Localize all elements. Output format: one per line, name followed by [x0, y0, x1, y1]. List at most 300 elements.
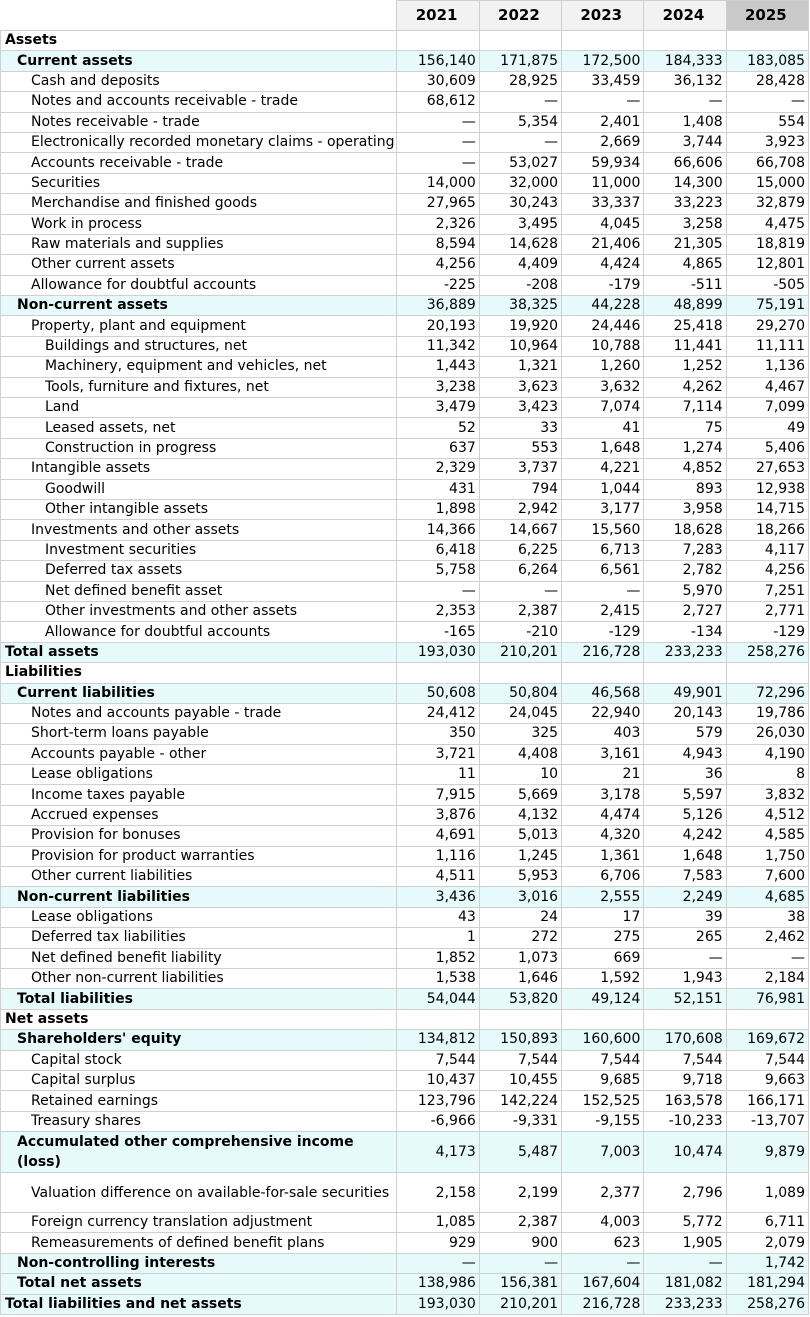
value-cell: 24,045: [479, 703, 561, 723]
value-cell: 1,116: [397, 846, 479, 866]
value-cell: 150,893: [479, 1030, 561, 1050]
year-header[interactable]: 2024: [644, 1, 726, 31]
value-cell: 3,016: [479, 887, 561, 907]
table-row: [1, 234, 809, 254]
value-cell: 10,964: [479, 336, 561, 356]
row-label: Buildings and structures, net: [1, 336, 397, 356]
table-row: [1, 744, 809, 764]
value-cell: 22,940: [562, 703, 644, 723]
value-cell: 3,623: [479, 377, 561, 397]
value-cell: 14,300: [644, 173, 726, 193]
row-label: Lease obligations: [1, 765, 397, 785]
value-cell: 2,199: [479, 1173, 561, 1213]
value-cell: 48,899: [644, 296, 726, 316]
value-cell: 14,715: [726, 499, 808, 519]
row-label: Income taxes payable: [1, 785, 397, 805]
table-row: [1, 499, 809, 519]
table-row: [1, 112, 809, 132]
value-cell: 3,238: [397, 377, 479, 397]
value-cell: 20,193: [397, 316, 479, 336]
value-cell: —: [479, 581, 561, 601]
value-cell: 1,321: [479, 357, 561, 377]
value-cell: 32,879: [726, 194, 808, 214]
value-cell: 2,079: [726, 1233, 808, 1253]
value-cell: 15,000: [726, 173, 808, 193]
row-label: Deferred tax assets: [1, 561, 397, 581]
value-cell: 1: [397, 928, 479, 948]
total-row: [1, 642, 809, 662]
value-cell: 3,178: [562, 785, 644, 805]
total-row: [1, 1274, 809, 1294]
row-label: Current liabilities: [1, 683, 397, 703]
value-cell: -129: [562, 622, 644, 642]
value-cell: 8,594: [397, 234, 479, 254]
value-cell: —: [726, 948, 808, 968]
value-cell: 3,958: [644, 499, 726, 519]
row-label: Liabilities: [1, 663, 397, 683]
value-cell: [726, 31, 808, 51]
value-cell: 138,986: [397, 1274, 479, 1294]
value-cell: 210,201: [479, 642, 561, 662]
value-cell: 5,013: [479, 826, 561, 846]
value-cell: [479, 1009, 561, 1029]
value-cell: 216,728: [562, 642, 644, 662]
value-cell: 72,296: [726, 683, 808, 703]
value-cell: 24,412: [397, 703, 479, 723]
value-cell: 1,136: [726, 357, 808, 377]
value-cell: 11,111: [726, 336, 808, 356]
value-cell: -129: [726, 622, 808, 642]
value-cell: 36,889: [397, 296, 479, 316]
value-cell: 1,898: [397, 499, 479, 519]
value-cell: 4,691: [397, 826, 479, 846]
row-label: Lease obligations: [1, 907, 397, 927]
value-cell: 5,953: [479, 867, 561, 887]
row-label: Non-controlling interests: [1, 1253, 397, 1273]
row-label: Investments and other assets: [1, 520, 397, 540]
value-cell: —: [397, 132, 479, 152]
value-cell: 3,436: [397, 887, 479, 907]
row-label: Provision for bonuses: [1, 826, 397, 846]
value-cell: 28,925: [479, 71, 561, 91]
row-label: Intangible assets: [1, 459, 397, 479]
value-cell: 38,325: [479, 296, 561, 316]
value-cell: 11,441: [644, 336, 726, 356]
value-cell: 193,030: [397, 1294, 479, 1314]
value-cell: 3,495: [479, 214, 561, 234]
value-cell: 75,191: [726, 296, 808, 316]
value-cell: 27,653: [726, 459, 808, 479]
row-label: Cash and deposits: [1, 71, 397, 91]
value-cell: 33,459: [562, 71, 644, 91]
value-cell: 4,221: [562, 459, 644, 479]
value-cell: 1,252: [644, 357, 726, 377]
value-cell: 15,560: [562, 520, 644, 540]
value-cell: 2,727: [644, 601, 726, 621]
value-cell: 3,832: [726, 785, 808, 805]
value-cell: 184,333: [644, 51, 726, 71]
value-cell: 14,366: [397, 520, 479, 540]
table-row: [1, 153, 809, 173]
value-cell: 4,242: [644, 826, 726, 846]
value-cell: [644, 31, 726, 51]
value-cell: 6,418: [397, 540, 479, 560]
value-cell: 272: [479, 928, 561, 948]
row-label: Net defined benefit asset: [1, 581, 397, 601]
value-cell: —: [644, 1253, 726, 1273]
value-cell: 156,381: [479, 1274, 561, 1294]
value-cell: 163,578: [644, 1091, 726, 1111]
value-cell: 2,329: [397, 459, 479, 479]
value-cell: 38: [726, 907, 808, 927]
value-cell: 5,487: [479, 1132, 561, 1173]
value-cell: 669: [562, 948, 644, 968]
row-label: Accumulated other comprehensive income (loss): [1, 1132, 397, 1173]
row-label: Notes receivable - trade: [1, 112, 397, 132]
value-cell: 4,190: [726, 744, 808, 764]
row-label: Short-term loans payable: [1, 724, 397, 744]
value-cell: 75: [644, 418, 726, 438]
value-cell: 1,943: [644, 968, 726, 988]
value-cell: 2,555: [562, 887, 644, 907]
value-cell: 2,796: [644, 1173, 726, 1213]
table-row: [1, 785, 809, 805]
value-cell: 6,706: [562, 867, 644, 887]
value-cell: 4,132: [479, 805, 561, 825]
value-cell: 1,245: [479, 846, 561, 866]
year-header-current[interactable]: 2025: [726, 1, 808, 31]
value-cell: 21,305: [644, 234, 726, 254]
table-row: [1, 561, 809, 581]
value-cell: 11,000: [562, 173, 644, 193]
row-label: Net defined benefit liability: [1, 948, 397, 968]
row-label: Notes and accounts receivable - trade: [1, 92, 397, 112]
value-cell: [726, 663, 808, 683]
value-cell: [726, 1009, 808, 1029]
row-label: Other non-current liabilities: [1, 968, 397, 988]
value-cell: 1,073: [479, 948, 561, 968]
row-label: Leased assets, net: [1, 418, 397, 438]
value-cell: 5,669: [479, 785, 561, 805]
value-cell: 4,512: [726, 805, 808, 825]
value-cell: 4,475: [726, 214, 808, 234]
table-row: [1, 71, 809, 91]
value-cell: 54,044: [397, 989, 479, 1009]
value-cell: 10,455: [479, 1070, 561, 1090]
value-cell: 7,915: [397, 785, 479, 805]
value-cell: 18,628: [644, 520, 726, 540]
value-cell: 1,089: [726, 1173, 808, 1213]
value-cell: 3,923: [726, 132, 808, 152]
value-cell: 10,788: [562, 336, 644, 356]
value-cell: 30,609: [397, 71, 479, 91]
value-cell: -208: [479, 275, 561, 295]
value-cell: 2,771: [726, 601, 808, 621]
table-row: [1, 1091, 809, 1111]
table-row: [1, 907, 809, 927]
value-cell: 4,943: [644, 744, 726, 764]
value-cell: 1,443: [397, 357, 479, 377]
value-cell: 7,600: [726, 867, 808, 887]
value-cell: 172,500: [562, 51, 644, 71]
table-row: [1, 520, 809, 540]
value-cell: 68,612: [397, 92, 479, 112]
value-cell: -134: [644, 622, 726, 642]
table-row: [1, 275, 809, 295]
row-label: Valuation difference on available-for-sale securities: [1, 1173, 397, 1213]
row-label: Current assets: [1, 51, 397, 71]
value-cell: 2,326: [397, 214, 479, 234]
value-cell: 169,672: [726, 1030, 808, 1050]
row-label: Deferred tax liabilities: [1, 928, 397, 948]
value-cell: 1,260: [562, 357, 644, 377]
value-cell: 233,233: [644, 642, 726, 662]
table-row: [1, 887, 809, 907]
value-cell: 28,428: [726, 71, 808, 91]
value-cell: —: [562, 1253, 644, 1273]
value-cell: 4,474: [562, 805, 644, 825]
row-label: Assets: [1, 31, 397, 51]
table-row: [1, 357, 809, 377]
table-row: [1, 459, 809, 479]
value-cell: 2,377: [562, 1173, 644, 1213]
value-cell: 183,085: [726, 51, 808, 71]
value-cell: 3,744: [644, 132, 726, 152]
value-cell: 32,000: [479, 173, 561, 193]
row-label: Accrued expenses: [1, 805, 397, 825]
value-cell: -6,966: [397, 1111, 479, 1131]
table-row: [1, 1213, 809, 1233]
value-cell: 14,667: [479, 520, 561, 540]
value-cell: 52,151: [644, 989, 726, 1009]
value-cell: 258,276: [726, 1294, 808, 1314]
value-cell: 258,276: [726, 642, 808, 662]
value-cell: 1,408: [644, 112, 726, 132]
value-cell: 3,876: [397, 805, 479, 825]
value-cell: 66,708: [726, 153, 808, 173]
header-label-cell: [1, 1, 397, 31]
table-row: [1, 132, 809, 152]
table-row: [1, 683, 809, 703]
value-cell: 41: [562, 418, 644, 438]
value-cell: 325: [479, 724, 561, 744]
value-cell: 4,173: [397, 1132, 479, 1173]
value-cell: 4,865: [644, 255, 726, 275]
value-cell: 7,544: [479, 1050, 561, 1070]
row-label: Provision for product warranties: [1, 846, 397, 866]
value-cell: 24,446: [562, 316, 644, 336]
value-cell: 1,085: [397, 1213, 479, 1233]
row-label: Investment securities: [1, 540, 397, 560]
row-label: Accounts payable - other: [1, 744, 397, 764]
value-cell: 4,256: [726, 561, 808, 581]
value-cell: 6,264: [479, 561, 561, 581]
value-cell: 2,942: [479, 499, 561, 519]
row-label: Machinery, equipment and vehicles, net: [1, 357, 397, 377]
value-cell: 216,728: [562, 1294, 644, 1314]
value-cell: 1,538: [397, 968, 479, 988]
value-cell: 4,685: [726, 887, 808, 907]
value-cell: 7,544: [397, 1050, 479, 1070]
value-cell: 9,718: [644, 1070, 726, 1090]
year-header[interactable]: 2021: [397, 1, 479, 31]
value-cell: 7,003: [562, 1132, 644, 1173]
table-row: [1, 92, 809, 112]
row-label: Tools, furniture and fixtures, net: [1, 377, 397, 397]
value-cell: 49,124: [562, 989, 644, 1009]
table-row: [1, 1111, 809, 1131]
value-cell: 7,544: [726, 1050, 808, 1070]
value-cell: [479, 31, 561, 51]
value-cell: 152,525: [562, 1091, 644, 1111]
value-cell: 3,258: [644, 214, 726, 234]
value-cell: 59,934: [562, 153, 644, 173]
total-row: [1, 989, 809, 1009]
value-cell: 1,361: [562, 846, 644, 866]
value-cell: 2,387: [479, 1213, 561, 1233]
value-cell: 30,243: [479, 194, 561, 214]
value-cell: 1,648: [562, 438, 644, 458]
value-cell: 5,126: [644, 805, 726, 825]
row-label: Capital surplus: [1, 1070, 397, 1090]
value-cell: 637: [397, 438, 479, 458]
value-cell: -505: [726, 275, 808, 295]
value-cell: 20,143: [644, 703, 726, 723]
value-cell: 36: [644, 765, 726, 785]
value-cell: 1,592: [562, 968, 644, 988]
value-cell: 3,721: [397, 744, 479, 764]
value-cell: 2,669: [562, 132, 644, 152]
value-cell: 5,772: [644, 1213, 726, 1233]
value-cell: 2,401: [562, 112, 644, 132]
value-cell: 53,027: [479, 153, 561, 173]
value-cell: 1,750: [726, 846, 808, 866]
value-cell: 33,337: [562, 194, 644, 214]
value-cell: 7,074: [562, 398, 644, 418]
value-cell: 900: [479, 1233, 561, 1253]
value-cell: 49: [726, 418, 808, 438]
value-cell: 4,467: [726, 377, 808, 397]
value-cell: 7,114: [644, 398, 726, 418]
value-cell: 893: [644, 479, 726, 499]
value-cell: 2,249: [644, 887, 726, 907]
value-cell: 1,742: [726, 1253, 808, 1273]
value-cell: 18,266: [726, 520, 808, 540]
value-cell: -210: [479, 622, 561, 642]
row-label: Other intangible assets: [1, 499, 397, 519]
value-cell: 4,409: [479, 255, 561, 275]
value-cell: 4,256: [397, 255, 479, 275]
year-header[interactable]: 2022: [479, 1, 561, 31]
row-label: Other investments and other assets: [1, 601, 397, 621]
value-cell: 19,920: [479, 316, 561, 336]
value-cell: 7,544: [562, 1050, 644, 1070]
value-cell: 2,782: [644, 561, 726, 581]
row-label: Property, plant and equipment: [1, 316, 397, 336]
row-label: Retained earnings: [1, 1091, 397, 1111]
table-row: [1, 846, 809, 866]
value-cell: 6,713: [562, 540, 644, 560]
value-cell: 2,462: [726, 928, 808, 948]
value-cell: 5,597: [644, 785, 726, 805]
value-cell: 3,161: [562, 744, 644, 764]
row-label: Shareholders' equity: [1, 1030, 397, 1050]
value-cell: 623: [562, 1233, 644, 1253]
value-cell: 3,177: [562, 499, 644, 519]
value-cell: 1,044: [562, 479, 644, 499]
table-row: [1, 928, 809, 948]
value-cell: 3,737: [479, 459, 561, 479]
row-label: Goodwill: [1, 479, 397, 499]
value-cell: [397, 663, 479, 683]
value-cell: 7,283: [644, 540, 726, 560]
value-cell: 3,479: [397, 398, 479, 418]
table-row: [1, 398, 809, 418]
value-cell: —: [479, 132, 561, 152]
table-row: [1, 540, 809, 560]
value-cell: 21,406: [562, 234, 644, 254]
value-cell: 5,354: [479, 112, 561, 132]
value-cell: —: [397, 581, 479, 601]
value-cell: 27,965: [397, 194, 479, 214]
row-label: Notes and accounts payable - trade: [1, 703, 397, 723]
value-cell: 1,852: [397, 948, 479, 968]
value-cell: 171,875: [479, 51, 561, 71]
row-label: Merchandise and finished goods: [1, 194, 397, 214]
value-cell: 49,901: [644, 683, 726, 703]
table-row: [1, 336, 809, 356]
table-row: [1, 724, 809, 744]
table-row: [1, 703, 809, 723]
total-row: [1, 1294, 809, 1314]
table-row: [1, 316, 809, 336]
table-row: [1, 948, 809, 968]
value-cell: 4,117: [726, 540, 808, 560]
value-cell: 5,970: [644, 581, 726, 601]
value-cell: —: [397, 153, 479, 173]
value-cell: 1,905: [644, 1233, 726, 1253]
value-cell: -10,233: [644, 1111, 726, 1131]
value-cell: 50,608: [397, 683, 479, 703]
value-cell: 10,437: [397, 1070, 479, 1090]
value-cell: —: [644, 92, 726, 112]
value-cell: 50,804: [479, 683, 561, 703]
value-cell: 553: [479, 438, 561, 458]
value-cell: 39: [644, 907, 726, 927]
table-row: [1, 51, 809, 71]
value-cell: 4,511: [397, 867, 479, 887]
year-header[interactable]: 2023: [562, 1, 644, 31]
row-label: Non-current liabilities: [1, 887, 397, 907]
value-cell: 8: [726, 765, 808, 785]
value-cell: 6,561: [562, 561, 644, 581]
value-cell: 431: [397, 479, 479, 499]
value-cell: 6,225: [479, 540, 561, 560]
value-cell: [562, 31, 644, 51]
table-row: [1, 1030, 809, 1050]
value-cell: 166,171: [726, 1091, 808, 1111]
value-cell: —: [726, 92, 808, 112]
row-label: Allowance for doubtful accounts: [1, 622, 397, 642]
table-row: [1, 968, 809, 988]
row-label: Work in process: [1, 214, 397, 234]
value-cell: 25,418: [644, 316, 726, 336]
value-cell: 403: [562, 724, 644, 744]
value-cell: 794: [479, 479, 561, 499]
section-header-row: [1, 1009, 809, 1029]
value-cell: -225: [397, 275, 479, 295]
row-label: Electronically recorded monetary claims - operating: [1, 132, 397, 152]
